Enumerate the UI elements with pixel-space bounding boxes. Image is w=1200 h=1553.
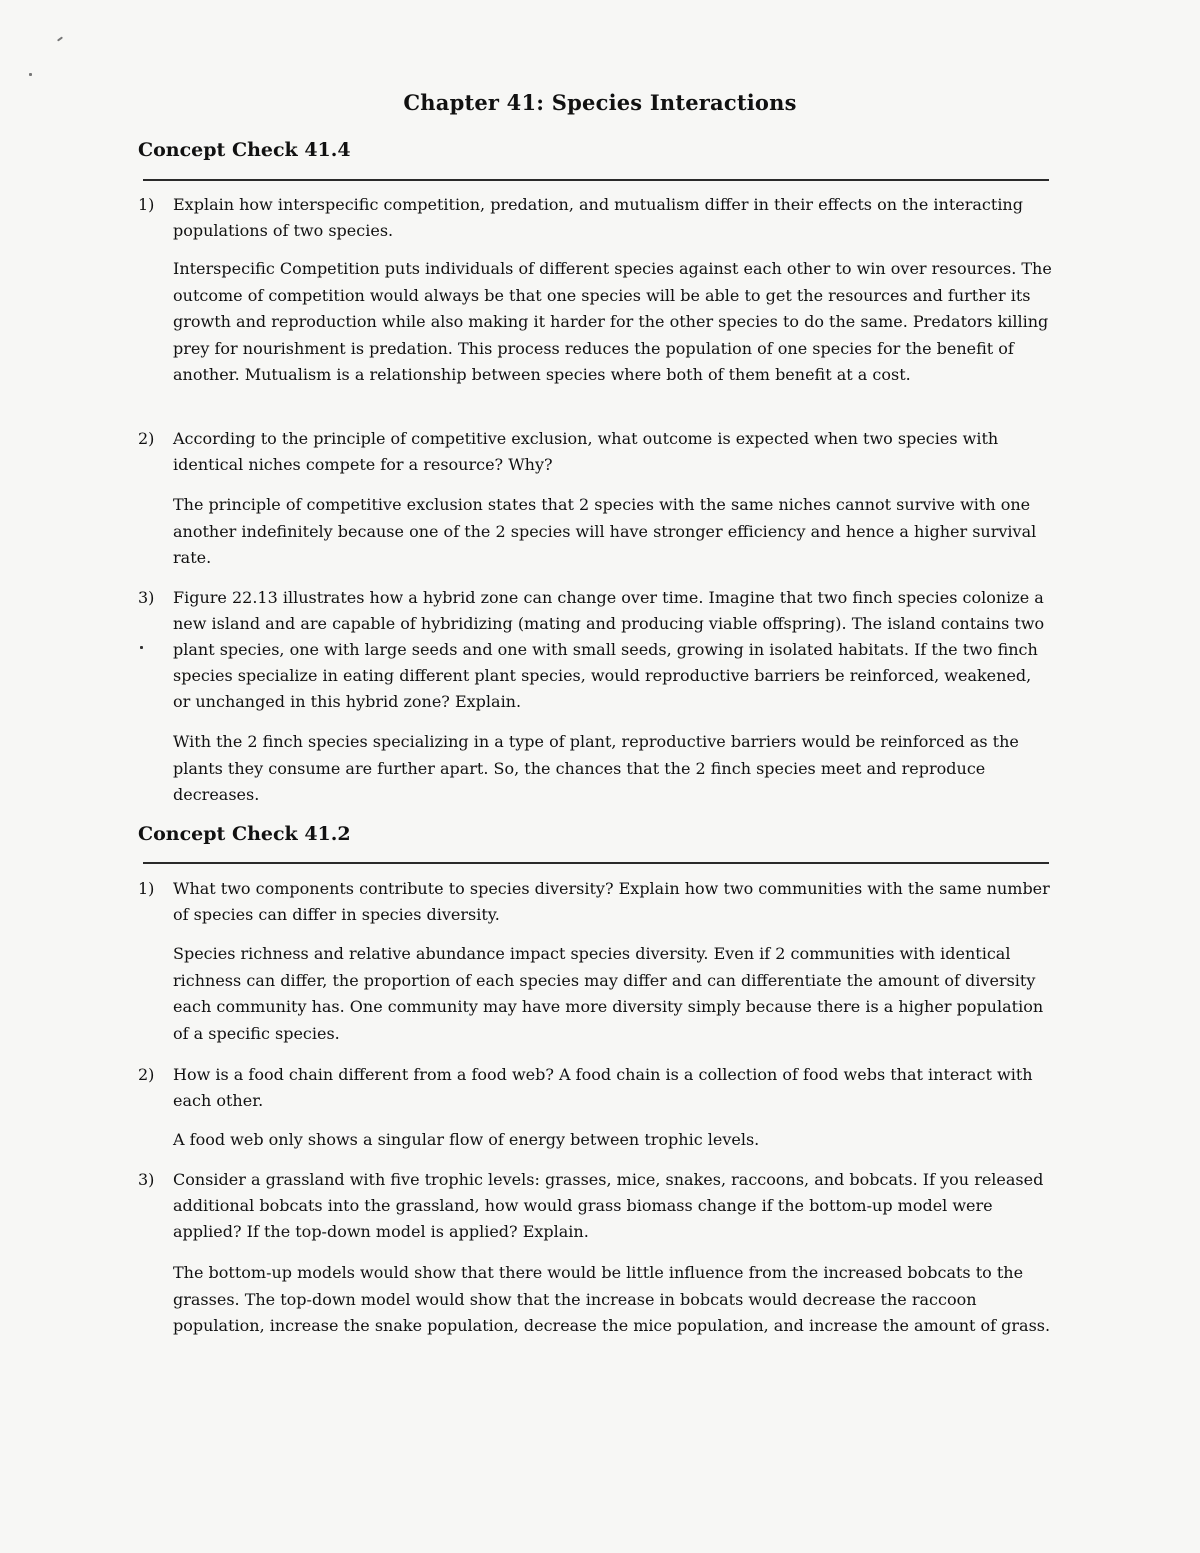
- question-number: 3): [138, 588, 155, 607]
- question-text: What two components contribute to species diversity? Explain how two communities with the same number of species can differ in species diversity.: [173, 879, 1050, 924]
- answer-text: The bottom-up models would show that there would be little influence from the increased bobcats to the grasses. The top-down model would show that the increase in bobcats would decrease the raccoon population, increase the snake population, decrease the mice population, and increase the amount of grass.: [173, 1263, 1051, 1335]
- question-text: Figure 22.13 illustrates how a hybrid zone can change over time. Imagine that two finch species colonize a new island and are capable of hybridizing (mating and producing viable offspring). The island contains two plant species, one with large seeds and one with small seeds, growing in isolated habitats. If the two finch species specialize in eating different plant species, would reproductive barriers be reinforced, weakened, or unchanged in this hybrid zone? Explain.: [173, 588, 1045, 711]
- answer-text: With the 2 finch species specializing in a type of plant, reproductive barriers would be reinforced as the plants they consume are further apart. So, the chances that the 2 finch species meet and reproduce decreases.: [173, 732, 1019, 804]
- scan-mark: [57, 36, 63, 41]
- question-number: 2): [138, 1065, 155, 1084]
- section-heading: Concept Check 41.4: [138, 139, 351, 161]
- question-item: [138, 585, 1053, 715]
- answer-text: Species richness and relative abundance impact species diversity. Even if 2 communities with identical richness can differ, the proportion of each species may differ and can differentiate the amount of diversity each community has. One community may have more diversity simply because there is a higher population of a specific species.: [173, 944, 1044, 1043]
- question-item: [138, 192, 1053, 244]
- question-text: Consider a grassland with five trophic levels: grasses, mice, snakes, raccoons, and bobcats. If you released additional bobcats into the grassland, how would grass biomass change if the bottom-up model were applied? If the top-down model is applied? Explain.: [173, 1170, 1044, 1241]
- question-text: Explain how interspecific competition, predation, and mutualism differ in their effects on the interacting populations of two species.: [173, 195, 1023, 240]
- question-item: [138, 426, 1053, 478]
- question-number: 1): [138, 195, 155, 214]
- answer-text: A food web only shows a singular flow of energy between trophic levels.: [173, 1130, 760, 1149]
- question-text: How is a food chain different from a food web? A food chain is a collection of food webs that interact with each other.: [173, 1065, 1033, 1110]
- section-heading: Concept Check 41.2: [138, 823, 351, 845]
- section-divider: [143, 179, 1049, 181]
- question-item: [138, 1167, 1053, 1245]
- page-title: Chapter 41: Species Interactions: [403, 90, 797, 115]
- question-number: 2): [138, 429, 155, 448]
- question-item: [138, 876, 1053, 928]
- answer-text: The principle of competitive exclusion states that 2 species with the same niches cannot survive with one another indefinitely because one of the 2 species will have stronger efficiency and hence a higher survival rate.: [173, 495, 1037, 567]
- question-number: 1): [138, 879, 155, 898]
- section-divider: [143, 862, 1049, 864]
- scan-mark: [29, 73, 32, 76]
- question-item: [138, 1062, 1053, 1114]
- answer-text: Interspecific Competition puts individuals of different species against each other to win over resources. The outcome of competition would always be that one species will be able to get the resources and further its growth and reproduction while also making it harder for the other species to do the same. Predators killing prey for nourishment is predation. This process reduces the population of one species for the benefit of another. Mutualism is a relationship between species where both of them benefit at a cost.: [173, 259, 1052, 384]
- question-text: According to the principle of competitive exclusion, what outcome is expected when two species with identical niches compete for a resource? Why?: [173, 429, 999, 474]
- question-number: 3): [138, 1170, 155, 1189]
